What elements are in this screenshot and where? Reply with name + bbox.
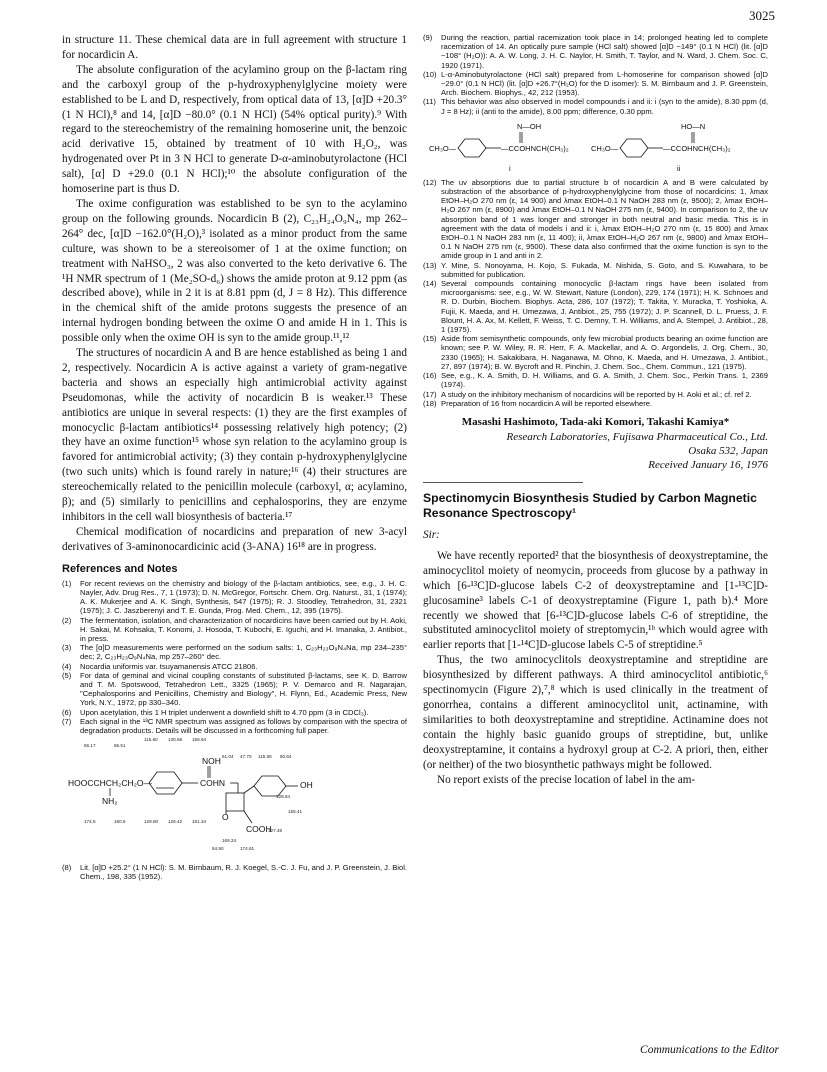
nmr-shift: 169.24 [222,838,237,844]
model-ii-methoxy: CH₃O— [591,143,619,153]
nmr-shift: 155.41 [288,809,303,815]
nmr-shift: 65.51 [114,743,126,749]
nmr-shift: 128.64 [276,794,291,800]
model-i-methoxy: CH₃O— [429,143,457,153]
reference-item: (12) The uv absorptions due to partial structure b of nocardicin A and B were calculated by substraction of the absorbance of p-hydroxyphenylglycine from those of nocardicins: 1, λmax EtOH–H₂O 270 nm (ε, 14 900) and λmax EtOH–0.1 N NaOH 283 nm (ε, 9500); 2, λmax EtOH–H₂O 267 nm (ε, 8900) and λmax EtOH–0.1 N NaOH 275 nm (ε, 9400). In comparison to 2, the uv absorption band of 1 was longer and stronger in both neutral and basic media. This is in agreement with the data of models i and ii: i, λmax EtOH–H₂O 270 nm (ε, 15 800) and λmax EtOH–0.1 N NaOH 283 nm (ε, 11 400); ii, λmax EtOH–H₂O 267 nm (ε, 9800) and λmax EtOH–0.1 N NaOH 275 nm (ε, 9500). These data also confirmed that the oxime function is syn to the amide group in 1 and anti in 2. [423,177,768,261]
nmr-shift: 126.42 [168,819,183,825]
reference-item: (18) Preparation of 16 from nocardicin A will be reported elsewhere. [423,398,653,408]
body-paragraph: The absolute configuration of the acylamino group on the β-lactam ring and the carboxyl group of the p-hydroxyphenylglycine moiety were established to be L and D, respectively, from optical data of 13, [α]D +20.3° (1 N HCl),⁸ and 14, [α]D −80.0° (0.1 N HCl) (54% optical purity).⁹ With regard to the stereochemistry of the remaining homoserine unit, the benzoic acid derivative 15, obtained by treatment of 10 with H₂O₂, was hydrogenated over Pt in 3 N HCl to generate D-α-aminobutyrolactone (HCl salt), [α] D +29.0 (0.1 N HCl);¹⁰ the absolute configuration of the homoserine part is thus D. [62,63,407,196]
model-i-oxime: N—OH [517,121,542,131]
nmr-shift: 160.5 [114,819,126,825]
nocardicin-structure [62,738,407,860]
reference-item: (14) Several compounds containing monocyclic β-lactam rings have been isolated from microorganisms: see, e.g., W. W. Stewart, Nature (London), 229, 174 (1971); H. K. Schnoes and R. D. Durbin, Biochem. Biophys. Acta, 286, 107 (1972); T. Takita, Y. Muracka, T. Yoshioka, A. Fujii, K. Maeda, and H. Umezawa, J. Antibiot., 25, 755 (1972); J. P. Scannell, D. L. Pruess, J. F. Blount, H. A. Ax, M. Kellett, F. Weiss, T. C. Demny, T. H. Williams, and A. Stempel, J. Antibiot., 28, 1 (1975). [423,279,768,335]
amide-group: COHN [200,778,226,789]
nmr-shift: 156.94 [192,738,207,743]
body-paragraph: The structures of nocardicin A and B are hence established as being 1 and 2, respectively. Nocardicin A is active against a variety of gram-negative bacteria and shows an especially high antimicrobial activity against Pseudomonas, while the activity of nocardicin B is weaker.¹³ These antibiotics are unique in several respects: (1) they are the first examples of monocyclic β-lactam antibiotics¹⁴ possessing relatively high potency; (2) they have an oxime function¹⁵ whose syn relation to the acylamino group is favored for antimicrobial activity; (3) they contain p-hydroxyphenylglycine (two such units) which is found rarely in nature;¹⁶ (4) their structures are stereochemically related to the penicillin molecule (carboxyl, α; acylamino, β); and (5) similarly to penicillins and cephalosporins, they are enzyme inhibitors in the cell wall biosynthesis of bacteria.¹⁷ [62,347,407,523]
reference-item: (16) See, e.g., K. A. Smith, D. H. Williams, and G. A. Smith, J. Chem. Soc., Perkin Trans. 1, 2369 (1974). [423,371,768,390]
nmr-shift: 127.46 [268,828,283,834]
body-paragraph: Chemical modification of nocardicins and preparation of new 3-acyl derivatives of 3-aminonocardicinic acid (3-ANA) 16¹⁸ are in progress. [62,525,407,553]
body-paragraph: We have recently reported² that the biosynthesis of deoxystreptamine, the aminocyclitol moiety of neomycin, proceeds from glucose by a pathway in which [6-¹³C]D-glucose labels C-2 of deoxystreptamine and [1-¹³C]D-glucosamine³ labels C-1 of deoxystreptamine (Figure 1, path b).⁴ More recently we showed that [6-¹³C]D-glucose labels C-6 of streptidine, the substituted aminocyclitol moiety of streptomycin,¹ᵇ which would agree with earlier reports that [1-¹⁴C]D-glucose labels C-5 of streptidine.⁵ [423,549,768,652]
received-date: Received January 16, 1976 [648,458,768,471]
affiliation [423,430,768,472]
nmr-shift: 174.61 [240,846,255,852]
reference-item: (15) Aside from semisynthetic compounds, only few microbial products bearing an oxime function are known; see P. W. Wiley, R. R. Herr, F. A. Mackellar, and A. O. Argondelis, J. Org. Chem., 30, 2330 (1965); H. Sakakibara, H. Naganawa, M. Ohno, K. Maeda, and H. Umezawa, J. Antibiot., 27, 897 (1974); B. W. Bycroft and R. Pinchin, J. Chem. Soc., Chem. Commun., 121 (1975). [423,334,768,371]
affiliation-line: Osaka 532, Japan [688,444,768,457]
references-heading: References and Notes [62,562,178,575]
nmr-shift: 115.06 [258,754,272,760]
affiliation-line: Research Laboratories, Fujisawa Pharmaceutical Co., Ltd. [506,430,768,443]
reference-item: (6) Upon acetylation, this 1 H triplet underwent a downfield shift to 4.70 ppm (3 in CDCl₃). [62,707,369,717]
reference-item: (7) Each signal in the ¹³C NMR spectrum was assigned as follows by comparison with the spectra of degradation products. Details will be discussed in a forthcoming full paper. [62,716,407,735]
reference-item: (8) Lit. [α]D +25.2° (1 N HCl): S. M. Birnbaum, R. J. Koegel, S.-C. J. Fu, and J. P. Greenstein, J. Biol. Chem., 198, 335 (1952). [62,863,407,882]
homoserine-group: HOOCCHCH₂CH₂O— [68,778,153,789]
reference-item: (10) L-α-Aminobutyrolactone (HCl salt) prepared from L-homoserine for comparison showed [α]D −29.0° (0.1 N HCl) (lit. [α]D +26.7°(H₂O) for the D isomer): S. M. Birnbaum and J. P. Greenstein, Arch. Biochem. Biophys., 42, 212 (1953). [423,69,768,98]
reference-item: (3) The [α]D measurements were performed on the sodium salts: 1, C₂₃H₂₃O₉N₄Na, mp 234–235° dec; 2, C₂₃H₂₃O₉N₄Na, mp 257–260° dec. [62,643,407,662]
salutation: Sir: [423,528,440,541]
right-column [423,33,768,787]
reference-item: (2) The fermentation, isolation, and characterization of nocardicins have been carried out by H. Aoki, H. Sakai, M. Kohsaka, T. Konomi, J. Hosoda, T. Kubochi, E. Iguchi, and H. Imanaka, J. Antibiot., in press. [62,615,407,643]
author-list: Masashi Hashimoto, Tada-aki Komori, Takashi Kamiya* [461,415,730,428]
nmr-shift: 130.68 [168,738,183,743]
body-paragraph: The oxime configuration was established to be syn to the acylamino group on the following grounds. Nocardicin B (2), C₂₃H₂₄O₉N₄, mp 262–264° dec, [α]D −162.0°(H₂O),³ isolated as a minor product from the same culture, was shown to be a stereoisomer of 1 at the oxime function; on treatment with NaHSO₃, 2 was also converted to the keto derivative 6. The ¹H NMR spectrum of 1 (Me₂SO-d₆) shows the amide proton at 9.12 ppm (as described above), while in 2 it is at 8.81 ppm (d, J = 8 Hz). This difference in the chemical shift of the amide protons suggests the presence of an internal hydrogen bonding between the oxime O and amide H in 1. This is possible only when the oxime OH is syn to the amide group.¹¹,¹² [62,197,407,345]
lactam-oxygen: O [222,812,229,823]
nmr-shift: 115.60 [144,738,158,743]
journal-section-footer: Communications to the Editor [640,1044,779,1056]
model-ii-chain: —CCOHNCH(CH₃)₂ [663,143,731,153]
reference-item: (1) For recent reviews on the chemistry and biology of the β-lactam antibiotics, see, e.g., J. H. C. Nayler, Adv. Drug Res., 7, 1 (1973); D. N. McGregor, Fortschr. Chem. Org. Naturst., 31, 1 (1974); A. K. Mukerjee and A. K. Singh, Synthesis, 547 (1975); R. J. Stoodley, Tetrahedron, 31, 2321 (1975); J. C. Jaszberenyi and T. E. Gunda, Prog. Med. Chem., 12, 395 (1975). [62,578,407,616]
model-ii-oxime: HO—N [681,121,706,131]
left-column [62,33,407,882]
nmr-shift: 129.80 [144,819,159,825]
nmr-shift: 161.34 [192,819,207,825]
amino-group: NH₂ [102,796,118,807]
nmr-shift: 61.04 [222,754,234,760]
nmr-shift: 56.17 [84,743,96,749]
body-paragraph: No report exists of the precise location of label in the am- [437,773,696,786]
nmr-shift: 54.90 [212,846,224,852]
nmr-shift: 174.5 [84,819,96,825]
nmr-shift: 47.70 [240,754,252,760]
reference-item: (11) This behavior was also observed in model compounds i and ii: i (syn to the amide), 8.30 ppm (d, J = 8 Hz); ii (anti to the amide), 8.00 ppm; difference, 0.30 ppm. [423,97,768,116]
article-title: Spectinomycin Biosynthesis Studied by Carbon Magnetic Resonance Spectroscopy¹ [423,490,757,520]
page-number: 3025 [749,8,775,23]
body-paragraph: in structure 11. These chemical data are in full agreement with structure 1 for nocardicin A. [62,34,407,61]
model-compounds [423,119,768,175]
oxime-group: NOH [202,756,221,767]
section-divider [423,482,583,483]
reference-item: (13) Y. Mine, S. Nonoyama, H. Kojo, S. Fukada, M. Nishida, S. Goto, and S. Kuwahara, to be submitted for publication. [423,260,768,279]
body-paragraph: Thus, the two aminocyclitols deoxystreptamine and streptidine are biosynthesized by different pathways. A third aminocyclitol antibiotic,⁶ spectinomycin (Figure 2),⁷,⁸ which is used clinically in the treatment of gonorrhea, contains a different aminocyclitol unit, actinamine, with similarities to both deoxystreptamine and streptidine. Actinamine does not contain the highly basic guanido groups of streptidine, but, unlike deoxystreptamine, it contains a hydroxyl group at C-2. A priori, then, either (or neither) of the two biosynthetic pathways might be followed. [423,654,768,771]
model-i-chain: —CCOHNCH(CH₃)₂ [501,143,569,153]
reference-item: (5) For data of geminal and vicinal coupling constants of substituted β-lactams, see K. D. Barrow and T. M. Spotswood, Tetrahedron Lett., 3325 (1965); P. V. Demarco and R. Nagarajan, "Cephalosporins and Penicillins, Chemistry and Biology", H. Flynn, Ed., Academic Press, New York, N.Y., 1972, pp 330–340. [62,670,407,708]
reference-item: (17) A study on the inhibitory mechanism of nocardicins will be reported by H. Aoki et al.; cf. ref 2. [423,389,752,399]
nmr-shift: 60.64 [280,754,292,760]
model-i-label: i [509,163,511,173]
reference-item: (9) During the reaction, partial racemization took place in 14; prolonged heating led to complete racemization of 14. An optically pure sample (HCl salt) showed [α]D −149° (0.1 N HCl) (lit. [α]D −108° (H₂O)): A. A. W. Long, J. H. C. Naylor, H. Smith, T. Taylor, and N. Ward, J. Chem. Soc. C, 1920 (1971). [423,33,768,70]
reference-item: (4) Nocardia uniformis var. tsuyamanensis ATCC 21806. [62,661,258,671]
carboxyl-group: COOH [246,824,272,835]
model-ii-label: ii [677,163,681,173]
hydroxyl-group: OH [300,780,313,791]
